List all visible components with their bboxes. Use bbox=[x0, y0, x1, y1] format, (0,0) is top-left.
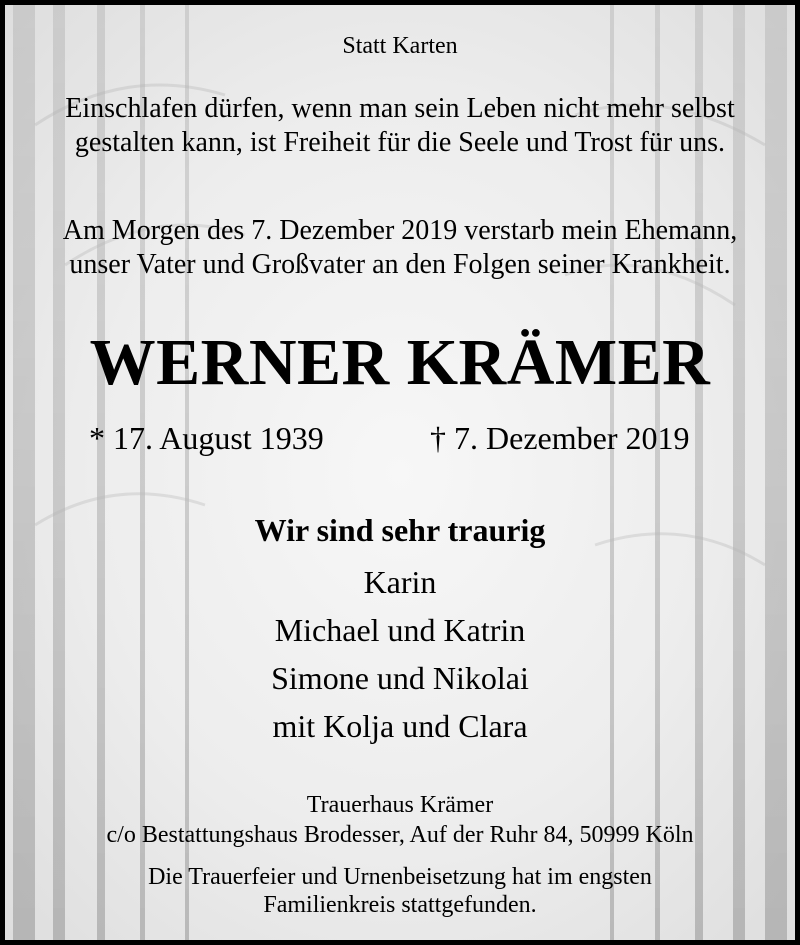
death-date: † 7. Dezember 2019 bbox=[430, 420, 690, 456]
birth-date: * 17. August 1939 bbox=[89, 420, 324, 456]
death-announcement bbox=[25, 214, 775, 282]
deceased-name: WERNER KRÄMER bbox=[89, 326, 711, 399]
mourner-entry: mit Kolja und Clara bbox=[272, 708, 528, 744]
life-dates bbox=[5, 418, 795, 458]
mourner-entry: Simone und Nikolai bbox=[271, 660, 529, 696]
funeral-note bbox=[5, 863, 795, 919]
announcement-line: unser Vater und Großvater an den Folgen seiner Krankheit. bbox=[69, 249, 731, 280]
mourners-list bbox=[5, 558, 795, 750]
header-statt-karten: Statt Karten bbox=[342, 33, 458, 59]
mourner-entry: Michael und Katrin bbox=[274, 612, 526, 648]
address-line: c/o Bestattungshaus Brodesser, Auf der Ruhr 84, 50999 Köln bbox=[106, 822, 694, 848]
note-line: Familienkreis stattgefunden. bbox=[263, 892, 537, 918]
announcement-line: Am Morgen des 7. Dezember 2019 verstarb mein Ehemann, bbox=[62, 215, 738, 246]
motto-line: gestalten kann, ist Freiheit für die Seele und Trost für uns. bbox=[74, 127, 726, 158]
address-line: Trauerhaus Krämer bbox=[306, 792, 494, 818]
mourning-house-address bbox=[5, 790, 795, 850]
mourner-entry: Karin bbox=[363, 564, 437, 600]
motto-text bbox=[25, 92, 775, 160]
note-line: Die Trauerfeier und Urnenbeisetzung hat im engsten bbox=[148, 864, 652, 890]
motto-line: Einschlafen dürfen, wenn man sein Leben nicht mehr selbst bbox=[65, 93, 735, 124]
mourners-heading: Wir sind sehr traurig bbox=[254, 512, 546, 548]
